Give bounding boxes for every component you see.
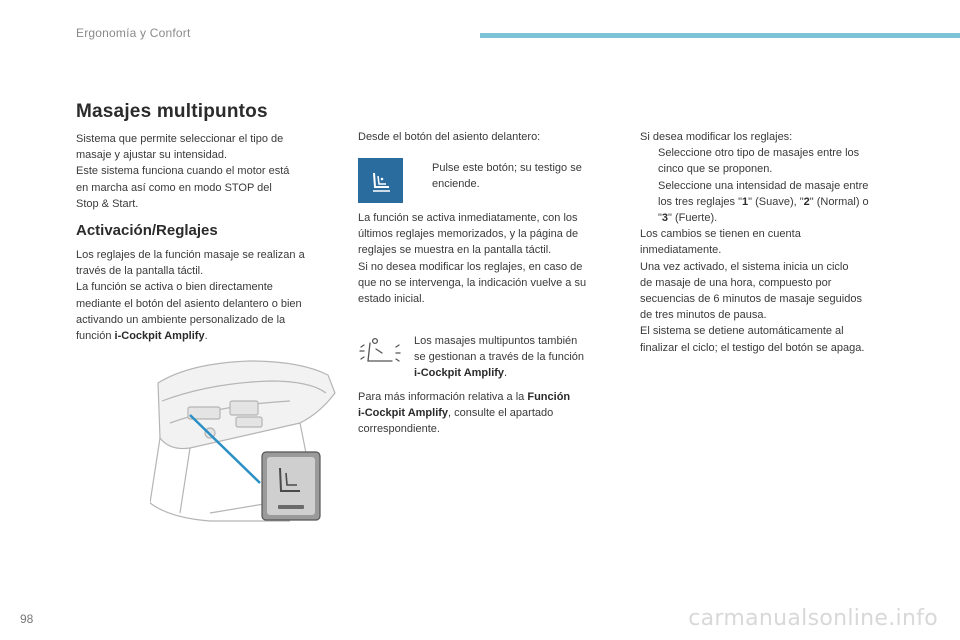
- intro-paragraph: Sistema que permite seleccionar el tipo de masaje y ajustar su intensidad. Este sistema funciona cuando el motor está en marcha así como en modo STOP del Stop & Start.: [76, 133, 290, 210]
- page-title: Masajes multipuntos: [76, 101, 268, 122]
- i-cockpit-amplify-term: i-Cockpit Amplify: [114, 330, 205, 343]
- arrow-bullet-icon: [414, 160, 432, 192]
- seat-massage-button: [262, 452, 320, 520]
- list-item: Seleccione una intensidad de masaje entre los tres reglajes "1" (Suave), "2" (Normal) o "3" (Fuerte).: [640, 178, 910, 227]
- front-seat-intro: Desde el botón del asiento delantero:: [358, 131, 541, 143]
- seat-illustration: [150, 353, 350, 523]
- section-label: Ergonomía y Confort: [76, 26, 191, 40]
- section-subtitle: Activación/Reglajes: [76, 222, 218, 239]
- i-cockpit-amplify-term: i-Cockpit Amplify: [414, 367, 505, 380]
- note-paragraph: Los masajes multipuntos también se gestionan a través de la función i-Cockpit Amplify.: [414, 335, 585, 380]
- arrow-bullet-icon: [640, 145, 658, 177]
- massage-points-icon: [358, 335, 408, 375]
- activation-paragraph: La función se activa inmediatamente, con los últimos reglajes memorizados, y la página de reglajes se muestra en la pantalla táctil. Si no desea modificar los reglajes, en caso de que no se intervenga, la indicación vuelve a su estado inicial.: [358, 212, 587, 306]
- seat-massage-button-icon: [358, 158, 403, 203]
- modify-settings-block: Si desea modificar los reglajes: Seleccione otro tipo de masajes entre los cinco que se proponen. Seleccione una intensidad de masaje entre los tres reglajes "1" (Suave), "2" (Normal) o "3" (Fuerte). Los cambios se tienen en cuenta inmediatamente. Una vez activado, el sistema inicia un ciclo de masaje de una hora, compuesto por secuencias de 6 minutos de masaje seguidos de tres minutos de pausa. El sistema se detiene automáticamente al finalizar el ciclo; el testigo del botón se apaga.: [640, 129, 910, 356]
- arrow-bullet-icon: [640, 178, 658, 227]
- reglajes-paragraph: Los reglajes de la función masaje se realizan a través de la pantalla táctil. La función se activa o bien directamente mediante el botón del asiento delantero o bien activando un ambiente personalizado de la función i-Cockpit Amplify.: [76, 249, 305, 343]
- header-accent-bar: [480, 33, 960, 38]
- list-item: Seleccione otro tipo de masajes entre los cinco que se proponen.: [640, 145, 910, 177]
- page-number: 98: [20, 612, 34, 626]
- more-info-paragraph: Para más información relativa a la Función i-Cockpit Amplify, consulte el apartado correspondiente.: [358, 391, 571, 436]
- press-button-instruction: Pulse este botón; su testigo se enciende.: [414, 160, 620, 192]
- watermark: carmanualsonline.info: [688, 606, 938, 631]
